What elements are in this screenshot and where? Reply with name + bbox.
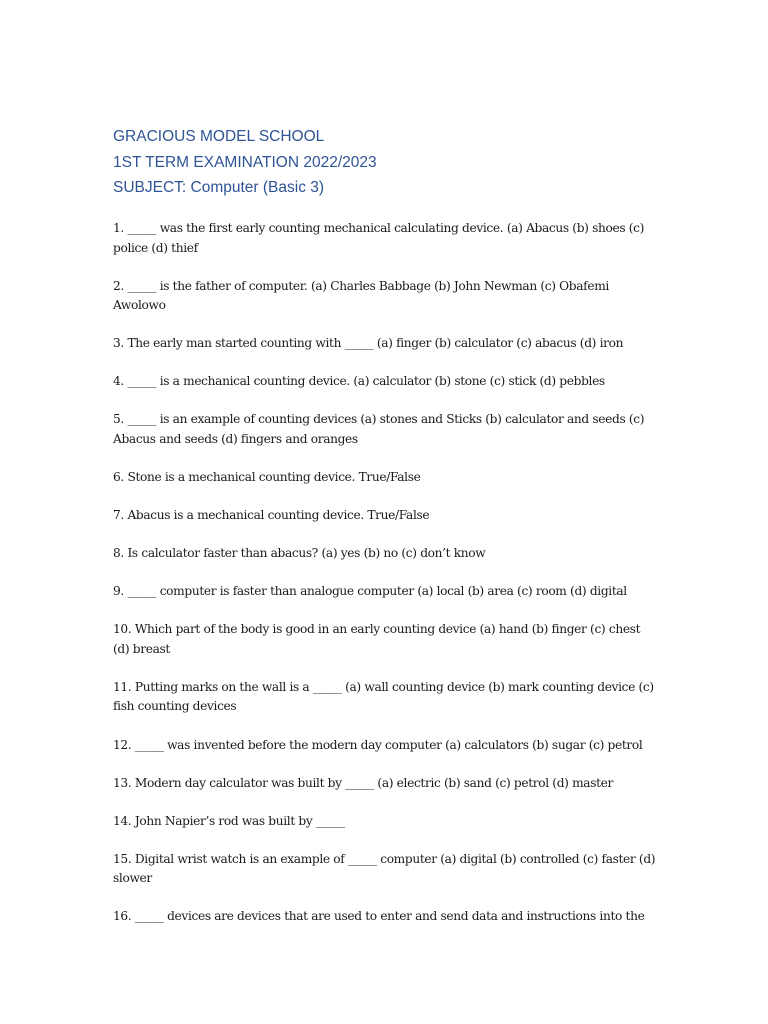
question-item: 12. _____ was invented before the modern day computer (a) calculators (b) sugar (c) petrol <box>113 737 643 752</box>
question-item: 9. _____ computer is faster than analogue computer (a) local (b) area (c) room (d) digital <box>113 584 627 599</box>
question-item: 5. _____ is an example of counting devices (a) stones and Sticks (b) calculator and seeds (c) Abacus and seeds (d) fingers and oranges <box>113 412 645 446</box>
question-item: 3. The early man started counting with _____ (a) finger (b) calculator (c) abacus (d) iron <box>113 336 624 351</box>
question-item: 10. Which part of the body is good in an early counting device (a) hand (b) finger (c) chest (d) breast <box>113 622 641 656</box>
exam-title: 1ST TERM EXAMINATION 2022/2023 <box>113 153 377 171</box>
subject-title: SUBJECT: Computer (Basic 3) <box>113 179 325 196</box>
school-name: GRACIOUS MODEL SCHOOL <box>113 128 325 145</box>
question-item: 6. Stone is a mechanical counting device. True/False <box>113 469 421 484</box>
question-item: 14. John Napier’s rod was built by _____ <box>113 813 345 828</box>
question-item: 15. Digital wrist watch is an example of _____ computer (a) digital (b) controlled (c) faster (d) slower <box>113 851 656 886</box>
question-item: 16. _____ devices are devices that are used to enter and send data and instructions into the <box>113 909 645 924</box>
question-list <box>113 219 658 946</box>
question-item: 11. Putting marks on the wall is a _____ (a) wall counting device (b) mark counting device (c) fish counting devices <box>113 679 654 714</box>
question-item: 13. Modern day calculator was built by _____ (a) electric (b) sand (c) petrol (d) master <box>113 775 613 790</box>
question-item: 7. Abacus is a mechanical counting device. True/False <box>113 508 430 523</box>
document-header <box>113 124 673 201</box>
question-item: 2. _____ is the father of computer. (a) Charles Babbage (b) John Newman (c) Obafemi Awolowo <box>113 278 609 313</box>
question-item: 8. Is calculator faster than abacus? (a) yes (b) no (c) don’t know <box>113 546 486 561</box>
question-item: 1. _____ was the first early counting mechanical calculating device. (a) Abacus (b) shoes (c) police (d) thief <box>113 221 645 255</box>
question-item: 4. _____ is a mechanical counting device. (a) calculator (b) stone (c) stick (d) pebbles <box>113 374 605 389</box>
